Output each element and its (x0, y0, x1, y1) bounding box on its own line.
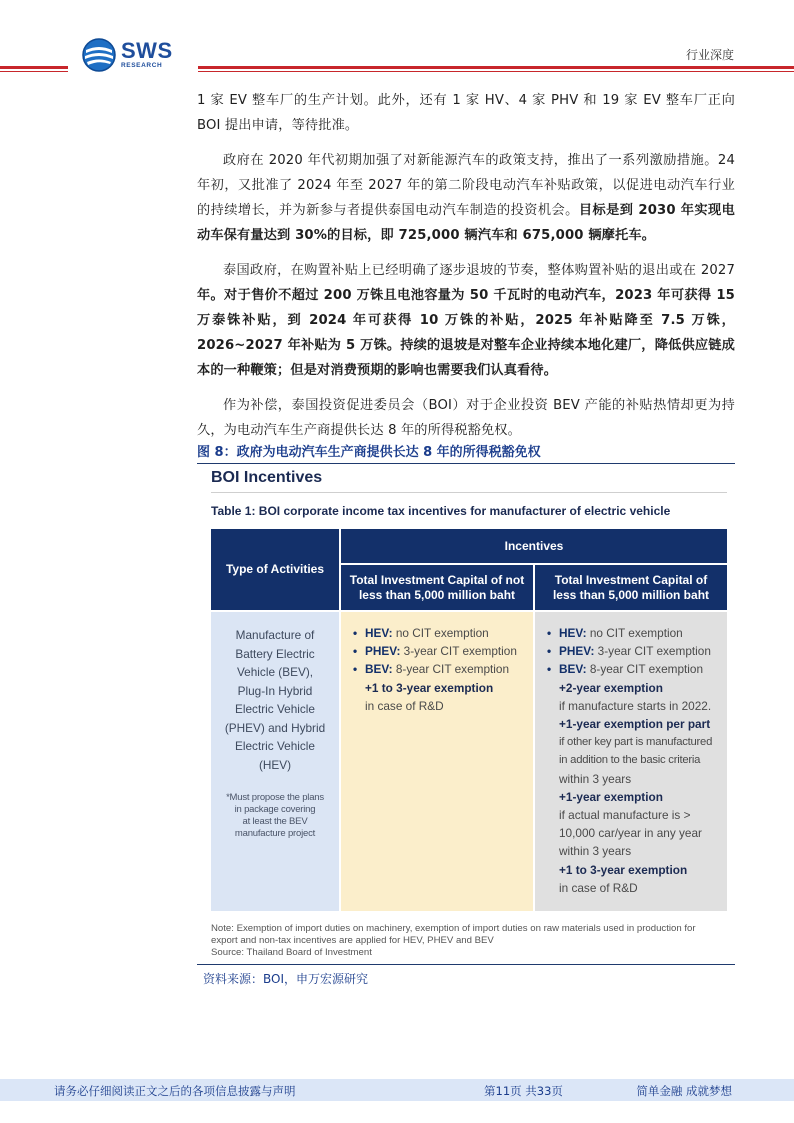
header-capital-less: Total Investment Capital of less than 5,000 million baht (535, 565, 727, 610)
boi-divider (211, 492, 727, 493)
table-caption: Table 1: BOI corporate income tax incentives for manufacturer of electric vehicle (211, 504, 671, 518)
header-rule-thin (0, 71, 68, 72)
body-content (197, 88, 735, 453)
paragraph-3-emphasis: 年。对于售价不超过 200 万铢且电池容量为 50 千瓦时的电动汽车，2023 年可获得 15 万泰铢补贴，到 2024 年可获得 10 万铢的补贴，2025 年补贴降至 7.5 万铢，2026~2027 年补贴为 5 万铢。持续的退坡是对整车企业持续本地化建厂，降低供应链成本的一种鞭策；但是对消费预期的影响也需要我们认真看待。 (197, 288, 735, 378)
figure-title: 图 8：政府为电动汽车生产商提供长达 8 年的所得税豁免权 (197, 444, 735, 464)
sws-globe-icon (82, 38, 116, 72)
list-item: • PHEV: 3-year CIT exemption (547, 642, 717, 660)
logo-subtext: RESEARCH (121, 62, 163, 70)
header-capital-not-less: Total Investment Capital of not less than 5,000 million baht (341, 565, 533, 610)
logo-text: SWS (121, 38, 173, 64)
paragraph-3: 泰国政府，在购置补贴上已经明确了逐步退坡的节奏，整体购置补贴的退出或在 2027年。对于售价不超过 200 万铢且电池容量为 50 千瓦时的电动汽车，2023 年可获得 15 万泰铢补贴，到 2024 年可获得 10 万铢的补贴，2025 年补贴降至 7.5 万铢，2026~2027 年补贴为 5 万铢。持续的退坡是对整车企业持续本地化建厂，降低供应链成本的一种鞭策；但是对消费预期的影响也需要我们认真看待。 (197, 263, 735, 378)
list-item: • HEV: no CIT exemption (547, 624, 717, 642)
activity-note: *Must propose the plans in package covering at least the BEV manufacture project (226, 792, 324, 839)
bullet-icon: • (547, 644, 552, 659)
doc-type-label: 行业深度 (685, 48, 734, 62)
bullet-icon: • (353, 626, 358, 640)
figure-source: 资料来源：BOI，申万宏源研究 (203, 972, 369, 986)
header-type-of-activities: Type of Activities (211, 529, 339, 610)
activity-cell: Manufacture of Battery Electric Vehicle (BEV), Plug-In Hybrid Electric Vehicle (PHEV) and Hybrid Electric Vehicle (HEV) *Must propose the plans in package covering at least the BEV manufacture project (211, 612, 339, 911)
header-rule (198, 66, 794, 69)
incentives-cell-large-capital: • HEV: no CIT exemption • PHEV: 3-year CIT exemption • BEV: 8-year CIT exemption +1 to 3-year exemption in case of R&D (341, 612, 533, 911)
paragraph-4: 作为补偿，泰国投资促进委员会（BOI）对于企业投资 BEV 产能的补贴热情却更为持久，为电动汽车生产商提供长达 8 年的所得税豁免权。 (197, 398, 735, 438)
boi-heading: BOI Incentives (211, 469, 323, 486)
header-rule (0, 66, 68, 69)
list-item: • PHEV: 3-year CIT exemption (353, 642, 523, 660)
figure-bottom-rule (197, 964, 735, 965)
page-header (0, 0, 794, 80)
page-footer (0, 1079, 794, 1101)
incentives-cell-small-capital: • HEV: no CIT exemption • PHEV: 3-year CIT exemption • BEV: 8-year CIT exemption +2-year exemption if manufacture starts in 2022. +1-year exemption per part if other key part is manufactured in addition to the basic criteria within 3 years +1-year exemption if actual manufacture is > 10,000 car/year in any year within 3 years +1 to 3-year exemption in case of R&D (535, 612, 727, 911)
paragraph-2-emphasis: 目标是到 2030 年实现电动车保有量达到 30%的目标，即 725,000 辆汽车和 675,000 辆摩托车。 (197, 203, 735, 243)
page-number: 第11页 共33页 (484, 1084, 563, 1098)
list-item: • HEV: no CIT exemption (353, 624, 523, 642)
bullet-icon: • (353, 644, 358, 659)
list-item: • BEV: 8-year CIT exemption (547, 660, 717, 678)
list-item: • BEV: 8-year CIT exemption (353, 660, 523, 678)
bullet-icon: • (547, 662, 552, 677)
bullet-icon: • (353, 662, 358, 677)
footer-slogan: 简单金融 成就梦想 (636, 1084, 732, 1098)
paragraph-1: 1 家 EV 整车厂的生产计划。此外，还有 1 家 HV、4 家 PHV 和 19 家 EV 整车厂正向 BOI 提出申请，等待批准。 (197, 93, 735, 133)
disclaimer-text: 请务必仔细阅读正文之后的各项信息披露与声明 (54, 1084, 296, 1098)
figure-image (197, 465, 735, 965)
incentives-table (211, 529, 727, 911)
header-rule-thin (198, 71, 794, 72)
paragraph-2: 政府在 2020 年代初期加强了对新能源汽车的政策支持，推出了一系列激励措施。24 年初，又批准了 2024 年至 2027 年的第二阶段电动汽车补贴政策，以促进电动汽车行业的持续增长，并为新参与者提供泰国电动汽车制造的投资机会。目标是到 2030 年实现电动车保有量达到 30%的目标，即 725,000 辆汽车和 675,000 辆摩托车。 (197, 153, 735, 243)
table-note: Note: Exemption of import duties on machinery, exemption of import duties on raw materials used in production for export and non-tax incentives are applied for HEV, PHEV and BEV Source: Thailand Board of Investment (211, 923, 696, 958)
sws-logo (82, 36, 202, 74)
bullet-icon: • (547, 626, 552, 640)
header-incentives: Incentives (341, 529, 727, 563)
